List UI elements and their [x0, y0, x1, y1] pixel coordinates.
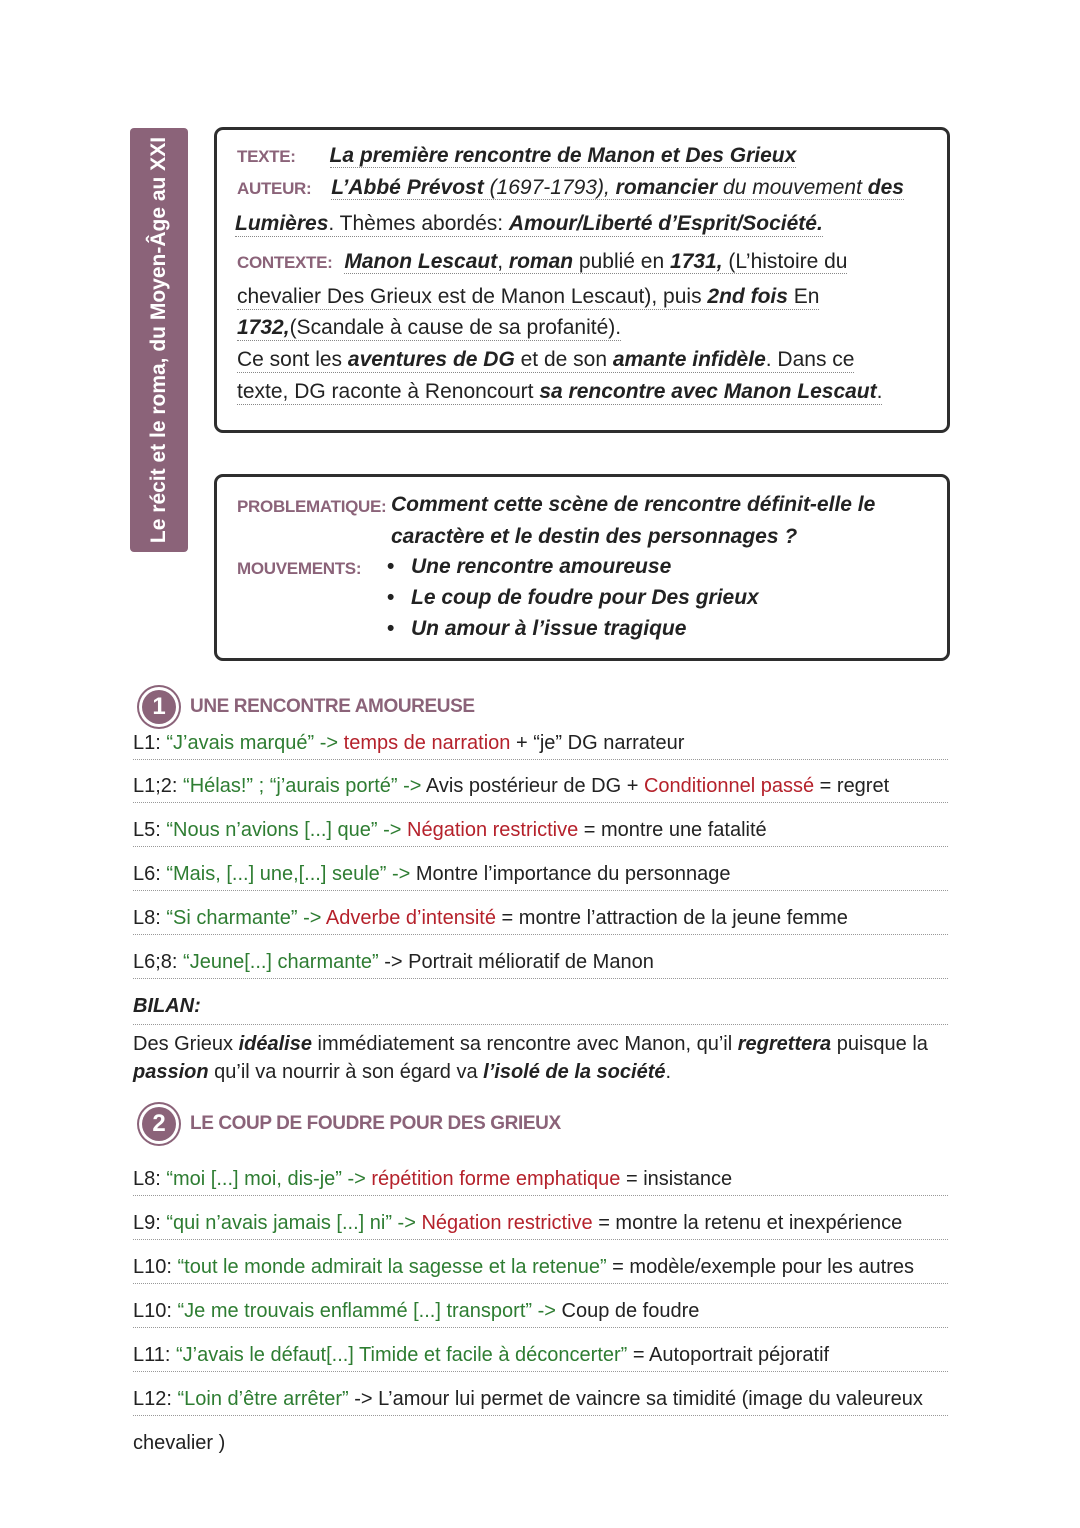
chapter-sidebar [130, 128, 188, 552]
texte-row [237, 144, 796, 168]
problematique-box [214, 474, 950, 661]
problematique-line-1: Comment cette scène de rencontre définit-elle le [391, 493, 876, 516]
section-1-header [142, 690, 475, 724]
contexte-label: CONTEXTE: [237, 253, 333, 272]
analysis-line: L8: “moi [...] moi, dis-je” -> répétition forme emphatique = insistance [133, 1168, 948, 1196]
analysis-line: L6;8: “Jeune[...] charmante” -> Portrait mélioratif de Manon [133, 951, 948, 979]
movement-item: • Un amour à l’issue tragique [411, 617, 686, 641]
section-2-header [142, 1107, 561, 1141]
texte-title: La première rencontre de Manon et Des Grieux [329, 144, 797, 167]
analysis-line: L10: “tout le monde admirait la sagesse et la retenue” = modèle/exemple pour les autres [133, 1256, 948, 1284]
bilan-label: BILAN: [133, 995, 948, 1025]
mouvements-label: MOUVEMENTS: [237, 559, 362, 578]
analysis-line: L1: “J’avais marqué” -> temps de narration + “je” DG narrateur [133, 732, 948, 760]
themes-row: Lumières. Thèmes abordés: Amour/Liberté d’Esprit/Société. [235, 212, 823, 235]
texte-label: TEXTE: [237, 147, 296, 166]
movement-item: • Le coup de foudre pour Des grieux [411, 586, 759, 610]
analysis-line: L11: “J’avais le défaut[...] Timide et facile à déconcerter” = Autoportrait péjoratif [133, 1344, 948, 1372]
movement-item: • Une rencontre amoureuse [411, 555, 671, 579]
analysis-line-continuation: chevalier ) [133, 1432, 226, 1454]
analysis-line: L6: “Mais, [...] une,[...] seule” -> Montre l’importance du personnage [133, 863, 948, 891]
analysis-line: L10: “Je me trouvais enflammé [...] transport” -> Coup de foudre [133, 1300, 948, 1328]
analysis-line: L12: “Loin d’être arrêter” -> L’amour lui permet de vaincre sa timidité (image du valeureux [133, 1388, 948, 1416]
summary-line-2: texte, DG raconte à Renoncourt sa rencontre avec Manon Lescaut. [237, 380, 883, 403]
section-1-title: UNE RENCONTRE AMOUREUSE [190, 696, 475, 717]
section-number-badge: 1 [142, 690, 176, 724]
contexte-row: CONTEXTE: Manon Lescaut, roman publié en 1731, (L’histoire du [237, 250, 848, 273]
problematique-line-2: caractère et le destin des personnages ? [391, 525, 798, 548]
contexte-line-3: 1732,(Scandale à cause de sa profanité). [237, 316, 622, 339]
text-info-box [214, 127, 950, 433]
themes: Amour/Liberté d’Esprit/Société. [508, 212, 823, 235]
problematique-label: PROBLEMATIQUE: [237, 497, 387, 516]
analysis-line: L8: “Si charmante” -> Adverbe d’intensité = montre l’attraction de la jeune femme [133, 907, 948, 935]
auteur-name: L’Abbé Prévost [331, 176, 484, 199]
section-number-badge: 2 [142, 1107, 176, 1141]
summary-line-1: Ce sont les aventures de DG et de son amante infidèle. Dans ce [237, 348, 855, 371]
analysis-line: L9: “qui n’avais jamais [...] ni” -> Négation restrictive = montre la retenu et inexpérience [133, 1212, 948, 1240]
section-2-title: LE COUP DE FOUDRE POUR DES GRIEUX [190, 1113, 561, 1134]
contexte-line-2: chevalier Des Grieux est de Manon Lescaut), puis 2nd fois En [237, 285, 820, 308]
analysis-line: L5: “Nous n’avions [...] que” -> Négation restrictive = montre une fatalité [133, 819, 948, 847]
chapter-title: Le récit et le roma, du Moyen-Âge au XXI [147, 136, 170, 544]
auteur-row: AUTEUR: L’Abbé Prévost (1697-1793), romancier du mouvement des [237, 176, 904, 199]
analysis-line: L1;2: “Hélas!” ; “j’aurais porté” -> Avis postérieur de DG + Conditionnel passé = regret [133, 775, 948, 803]
auteur-label: AUTEUR: [237, 179, 312, 198]
bilan-text: Des Grieux idéalise immédiatement sa rencontre avec Manon, qu’il regrettera puisque la passion qu’il va nourrir à son égard va l’isolé de la société. [133, 1033, 928, 1083]
